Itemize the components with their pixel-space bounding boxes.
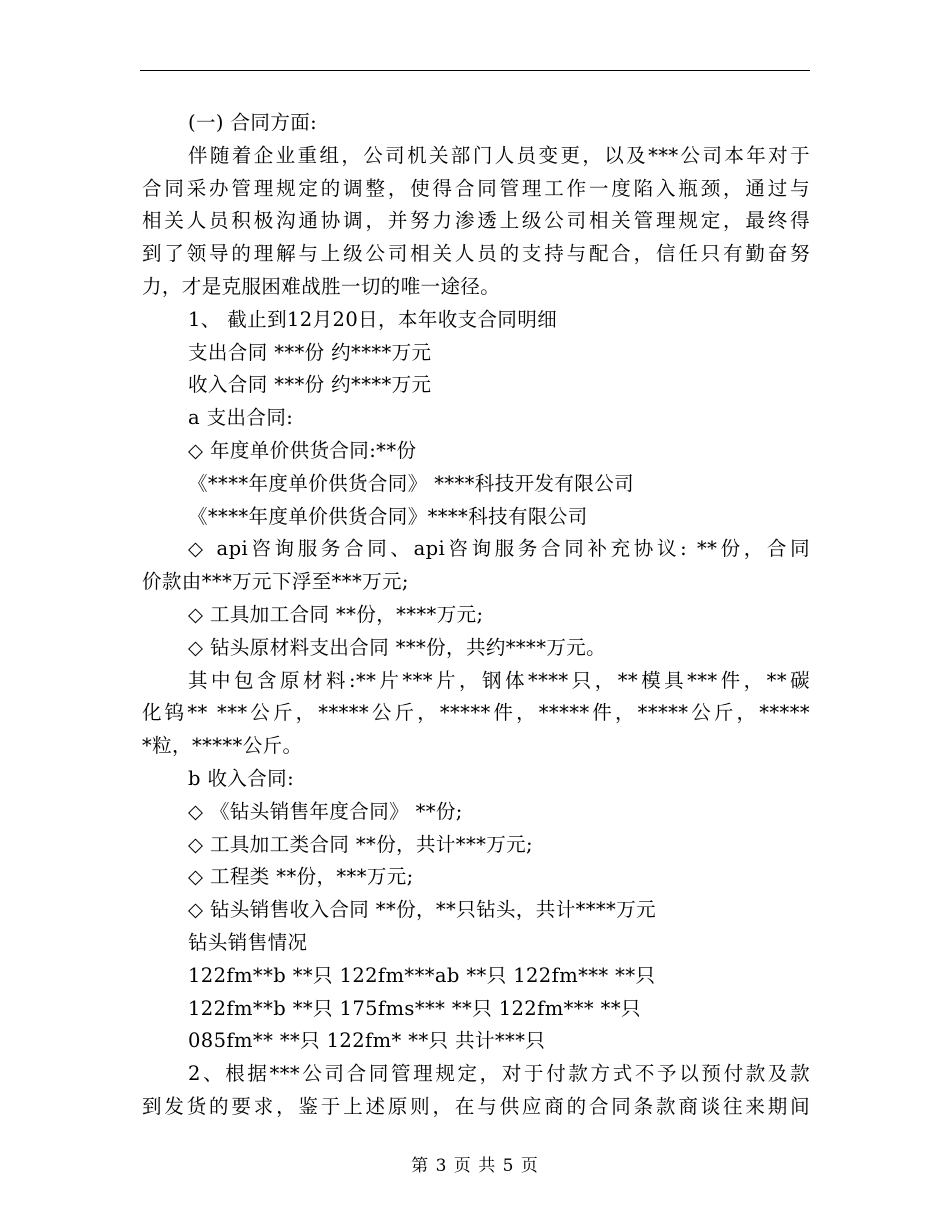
list-item: ◇ 钻头原材料支出合同 ***份，共约****万元。 [188,635,607,659]
paragraph-line: 合同采办管理规定的调整，使得合同管理工作一度陷入瓶颈，通过与 [142,176,810,200]
paragraph-line: 到了领导的理解与上级公司相关人员的支持与配合，信任只有勤奋努 [142,242,810,266]
list-item: ◇ 工程类 **份，***万元; [188,865,414,889]
list-item: ◇ 《钻头销售年度合同》 **份; [188,799,463,823]
subsection-heading: a 支出合同: [188,406,294,430]
list-item: 《****年度单价供货合同》 ****科技开发有限公司 [188,471,634,495]
document-body [142,107,810,1124]
header-rule [140,70,810,71]
list-item-continuation: 价款由***万元下浮至***万元; [142,570,409,594]
sales-line: 085fm** **只 122fm* **只 共计***只 [188,1029,546,1053]
paragraph-line: 其中包含原材料:**片***片，钢体****只，**模具***件，**碳 [188,668,810,692]
sales-heading: 钻头销售情况 [188,930,308,954]
paragraph-line: 化钨** ***公斤，*****公斤，*****件，*****件，*****公斤，***** [142,701,810,725]
list-item: 《****年度单价供货合同》****科技有限公司 [188,504,588,528]
sales-line: 122fm**b **只 122fm***ab **只 122fm*** **只 [188,963,656,987]
summary-line: 收入合同 ***份 约****万元 [188,373,432,397]
list-item: ◇ 工具加工合同 **份，****万元; [188,602,484,626]
paragraph-line: 2、根据***公司合同管理规定，对于付款方式不予以预付款及款 [188,1062,810,1086]
paragraph-line: 到发货的要求，鉴于上述原则，在与供应商的合同条款商谈往来期间 [142,1094,810,1118]
paragraph-line: 伴随着企业重组，公司机关部门人员变更，以及***公司本年对于 [188,143,810,167]
page-number: 第 3 页 共 5 页 [411,1156,539,1176]
summary-line: 支出合同 ***份 约****万元 [188,340,432,364]
list-item: ◇ 工具加工类合同 **份，共计***万元; [188,832,534,856]
paragraph-line: *粒，*****公斤。 [142,734,303,758]
sales-line: 122fm**b **只 175fms*** **只 122fm*** **只 [188,996,641,1020]
section-heading: (一) 合同方面: [188,111,318,134]
paragraph-line: 相关人员积极沟通协调，并努力渗透上级公司相关管理规定，最终得 [142,209,810,233]
list-item: ◇ api咨询服务合同、api咨询服务合同补充协议: **份，合同 [188,537,810,561]
list-heading: 1、 截止到12月20日，本年收支合同明细 [188,307,558,331]
list-item: ◇ 年度单价供货合同:**份 [188,438,417,462]
subsection-heading: b 收入合同: [188,766,295,790]
paragraph-line: 力，才是克服困难战胜一切的唯一途径。 [142,274,501,298]
list-item: ◇ 钻头销售收入合同 **份，**只钻头，共计****万元 [188,898,656,922]
